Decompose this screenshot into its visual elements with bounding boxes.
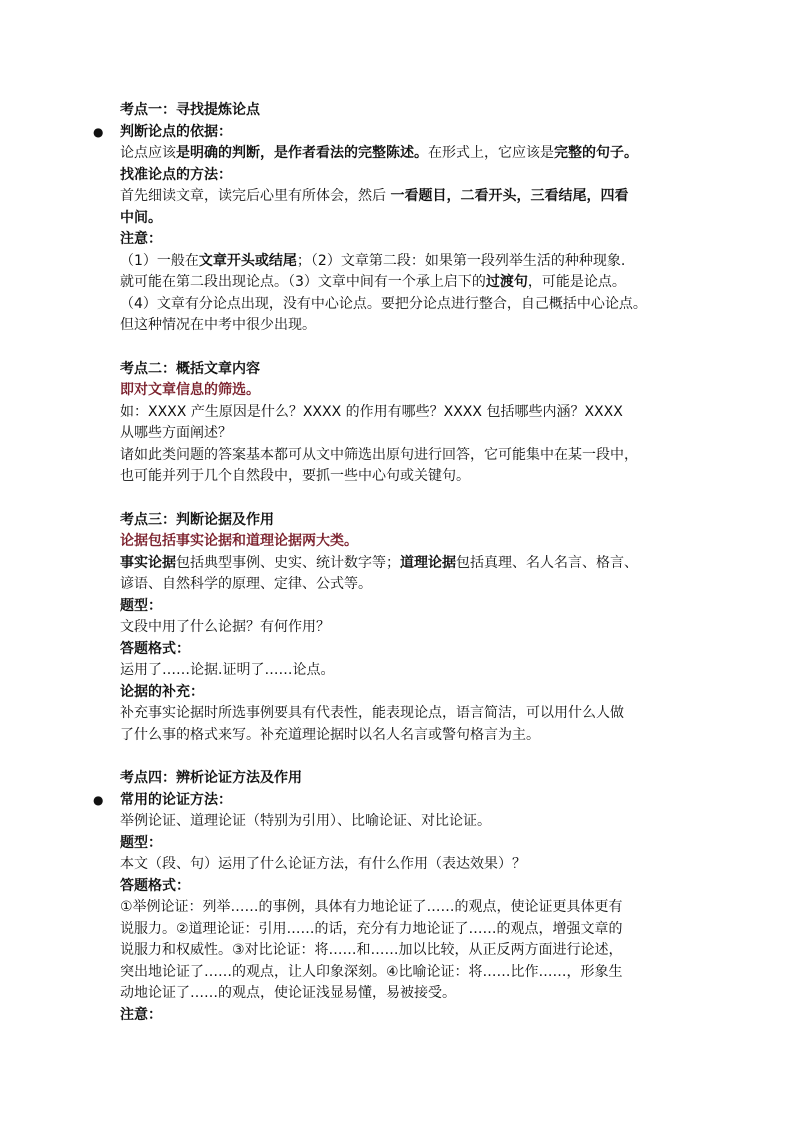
bold-text: 注意： <box>120 231 162 247</box>
text-line <box>120 574 700 596</box>
text-line <box>120 725 700 747</box>
text-line <box>120 143 700 165</box>
text-line <box>120 466 700 488</box>
text-line <box>120 186 700 208</box>
section-title: 考点三：判断论据及作用 <box>120 511 274 528</box>
section-spacer <box>120 746 700 768</box>
text-run: ，可能是论点。 <box>527 274 626 290</box>
text-line <box>120 445 700 467</box>
bold-text: 答题格式： <box>120 877 190 894</box>
bold-text: 一看题目，二看开头，三看结尾，四看 <box>390 188 629 204</box>
text-line <box>120 983 700 1005</box>
text-line <box>120 660 700 682</box>
text-run: 文段中用了什么论据？有何作用？ <box>120 619 330 635</box>
text-run: ①举例论证：列举……的事例，具体有力地论证了……的观点，使论证更具体更有 <box>120 899 623 915</box>
section-title: 考点四：辨析论证方法及作用 <box>120 770 302 786</box>
text-run: 如：XXXX 产生原因是什么？XXXX 的作用有哪些？XXXX 包括哪些内涵？XXXX <box>120 403 623 420</box>
bullet-icon: ● <box>93 124 104 139</box>
text-line <box>120 531 700 553</box>
text-line <box>120 423 700 445</box>
text-run: 运用了……论据.证明了……论点。 <box>120 662 335 678</box>
text-line <box>120 682 700 704</box>
highlight-text: 即对文章信息的筛选。 <box>120 382 260 398</box>
text-line <box>120 876 700 898</box>
bold-text: 判断论点的依据： <box>120 123 232 140</box>
bold-text: 题型： <box>120 834 162 851</box>
text-run: （1）一般在 <box>120 252 199 269</box>
text-run: 就可能在第二段出现论点。（3）文章中间有一个承上启下的 <box>120 274 486 290</box>
bold-text: 道理论据 <box>400 554 456 571</box>
text-run: 在形式上，它应该是 <box>428 145 554 161</box>
text-line <box>120 208 700 230</box>
section-spacer <box>120 337 700 359</box>
text-run: 包括典型事例、史实、统计数字等； <box>176 554 400 571</box>
text-line <box>120 919 700 941</box>
bold-text: 是明确的判断，是作者看法的完整陈述。 <box>176 145 428 161</box>
bold-text: 中间。 <box>120 209 162 226</box>
text-run: 诸如此类问题的答案基本都可从文中筛选出原句进行回答，它可能集中在某一段中， <box>120 446 638 463</box>
text-run: 补充事实论据时所选事例要具有代表性，能表现论点，语言简洁，可以用什么人做 <box>120 705 624 721</box>
bold-text: 事实论据 <box>120 554 176 571</box>
text-line <box>120 940 700 962</box>
text-run: 谚语、自然科学的原理、定律、公式等。 <box>120 576 372 592</box>
text-line <box>120 251 700 273</box>
text-line <box>120 811 700 833</box>
bold-text: 文章开头或结尾 <box>198 252 297 269</box>
text-line <box>120 617 700 639</box>
text-line <box>120 294 700 316</box>
bold-text: 注意： <box>120 1006 162 1023</box>
text-line <box>120 1005 700 1027</box>
bold-text: 常用的论证方法： <box>120 791 232 808</box>
text-line <box>120 315 700 337</box>
text-line <box>120 596 700 618</box>
text-run: 本文（段、句）运用了什么论证方法，有什么作用（表达效果）？ <box>120 856 526 872</box>
section-title: 考点二：概括文章内容 <box>120 360 260 377</box>
text-run: 突出地论证了……的观点，让人印象深刻。④比喻论证：将……比作……，形象生 <box>120 963 623 980</box>
document-body <box>93 100 700 1026</box>
bullet-icon: ● <box>93 792 104 807</box>
bold-text: 完整的句子。 <box>554 145 638 161</box>
text-run: 举例论证、道理论证（特别为引用）、比喻论证、对比论证。 <box>120 813 491 829</box>
text-line <box>120 639 700 661</box>
text-line <box>120 703 700 725</box>
text-run: 动地论证了……的观点，使论证浅显易懂，易被接受。 <box>120 985 456 1001</box>
section-title: 考点一：寻找提炼论点 <box>120 102 260 118</box>
section-spacer <box>120 488 700 510</box>
text-line <box>120 553 700 575</box>
text-line <box>120 380 700 402</box>
bold-text: 论据的补充： <box>120 683 204 700</box>
text-run: 包括真理、名人名言、格言、 <box>456 554 638 571</box>
bold-text: 过渡句 <box>485 274 528 290</box>
bullet-item <box>93 122 700 144</box>
text-line <box>120 833 700 855</box>
text-line <box>120 897 700 919</box>
text-run: 首先细读文章，读完后心里有所体会，然后 <box>120 188 391 204</box>
highlight-text: 论据包括事实论据和道理论据两大类。 <box>120 533 358 549</box>
text-line <box>120 229 700 251</box>
text-line <box>120 165 700 187</box>
text-run: 了什么事的格式来写。补充道理论据时以名人名言或警句格言为主。 <box>120 726 540 743</box>
text-line <box>120 962 700 984</box>
text-run: ；（2）文章第二段：如果第一段列举生活的种种现象. <box>296 252 626 269</box>
text-run: （4）文章有分论点出现，没有中心论点。要把分论点进行整合，自己概括中心论点。 <box>120 295 647 312</box>
text-run: 但这种情况在中考中很少出现。 <box>120 317 316 333</box>
bold-text: 答题格式： <box>120 640 190 657</box>
text-run: 从哪些方面阐述？ <box>120 425 232 441</box>
text-run: 说服力。②道理论证：引用……的话，充分有力地论证了……的观点，增强文章的 <box>120 920 623 937</box>
text-line <box>120 402 700 424</box>
text-line <box>120 854 700 876</box>
bold-text: 题型： <box>120 597 162 614</box>
bullet-item <box>93 790 700 812</box>
text-run: 也可能并列于几个自然段中，要抓一些中心句或关键句。 <box>120 468 470 484</box>
text-run: 说服力和权威性。③对比论证：将……和……加以比较，从正反两方面进行论述， <box>120 942 623 958</box>
text-line <box>120 272 700 294</box>
bold-text: 找准论点的方法： <box>120 166 232 183</box>
text-run: 论点应该 <box>120 145 176 161</box>
